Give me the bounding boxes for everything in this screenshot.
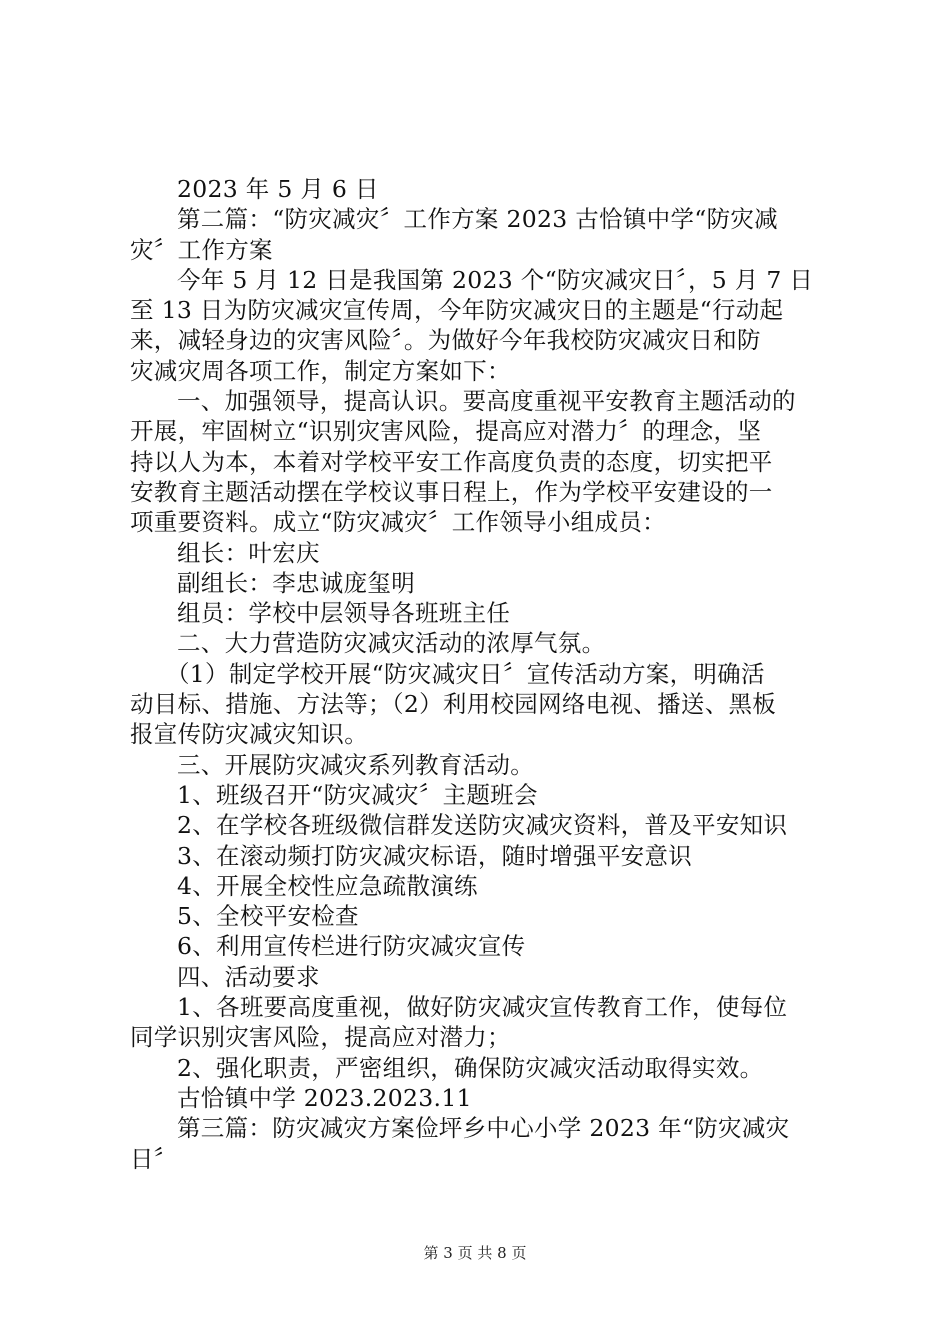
text-line: 报宣传防灾减灾知识。 bbox=[130, 720, 368, 749]
text-line: 日〞 bbox=[130, 1144, 178, 1173]
text-line: 二、大力营造防灾减灾活动的浓厚气氛。 bbox=[177, 629, 606, 658]
text-line: 第二篇：“防灾减灾〞工作方案 2023 古恰镇中学“防灾减 bbox=[177, 205, 778, 234]
text-line: 副组长：李忠诚庞玺明 bbox=[177, 568, 415, 597]
text-line: 三、开展防灾减灾系列教育活动。 bbox=[177, 750, 534, 779]
text-line: 今年 5 月 12 日是我国第 2023 个“防灾减灾日〞，5 月 7 日 bbox=[177, 265, 814, 294]
text-line: 灾减灾周各项工作，制定方案如下： bbox=[130, 356, 511, 385]
text-line: 6、利用宣传栏进行防灾减灾宣传 bbox=[177, 932, 526, 961]
text-line: 4、开展全校性应急疏散演练 bbox=[177, 871, 478, 900]
text-line: 安教育主题活动摆在学校议事日程上，作为学校平安建设的一 bbox=[130, 477, 773, 506]
text-line: 古恰镇中学 2023.2023.11 bbox=[177, 1083, 472, 1112]
text-line: 动目标、措施、方法等；（2）利用校园网络电视、播送、黑板 bbox=[130, 690, 777, 719]
text-line: 2、强化职责，严密组织，确保防灾减灾活动取得实效。 bbox=[177, 1053, 764, 1082]
text-line: 项重要资料。成立“防灾减灾〞工作领导小组成员： bbox=[130, 508, 666, 537]
text-line: 来，减轻身边的灾害风险〞。为做好今年我校防灾减灾日和防 bbox=[130, 326, 761, 355]
text-line: 灾〞工作方案 bbox=[130, 235, 273, 264]
text-line: 开展，牢固树立“识别灾害风险，提高应对潜力〞的理念，坚 bbox=[130, 417, 762, 446]
text-line: 同学识别灾害风险，提高应对潜力； bbox=[130, 1023, 511, 1052]
text-line: 组长：叶宏庆 bbox=[177, 538, 320, 567]
text-line: 第三篇：防灾减灾方案俭坪乡中心小学 2023 年“防灾减灾 bbox=[177, 1114, 790, 1143]
text-line: 2023 年 5 月 6 日 bbox=[177, 175, 379, 203]
text-line: （1）制定学校开展“防灾减灾日〞宣传活动方案，明确活 bbox=[166, 659, 765, 688]
text-line: 5、全校平安检查 bbox=[177, 902, 359, 931]
text-line: 1、各班要高度重视，做好防灾减灾宣传教育工作，使每位 bbox=[177, 993, 788, 1022]
text-line: 四、活动要求 bbox=[177, 962, 320, 991]
text-line: 1、班级召开“防灾减灾〞主题班会 bbox=[177, 780, 538, 809]
page-number-footer: 第 3 页 共 8 页 bbox=[423, 1244, 527, 1262]
text-line: 持以人为本，本着对学校平安工作高度负责的态度，切实把平 bbox=[130, 447, 773, 476]
text-line: 至 13 日为防灾减灾宣传周，今年防灾减灾日的主题是“行动起 bbox=[130, 296, 784, 325]
text-line: 3、在滚动频打防灾减灾标语，随时增强平安意识 bbox=[177, 841, 693, 870]
text-line: 组员：学校中层领导各班班主任 bbox=[177, 599, 511, 628]
text-line: 2、在学校各班级微信群发送防灾减灾资料，普及平安知识 bbox=[177, 811, 788, 840]
document-body bbox=[130, 174, 830, 1174]
text-line: 一、加强领导，提高认识。要高度重视平安教育主题活动的 bbox=[177, 387, 796, 416]
